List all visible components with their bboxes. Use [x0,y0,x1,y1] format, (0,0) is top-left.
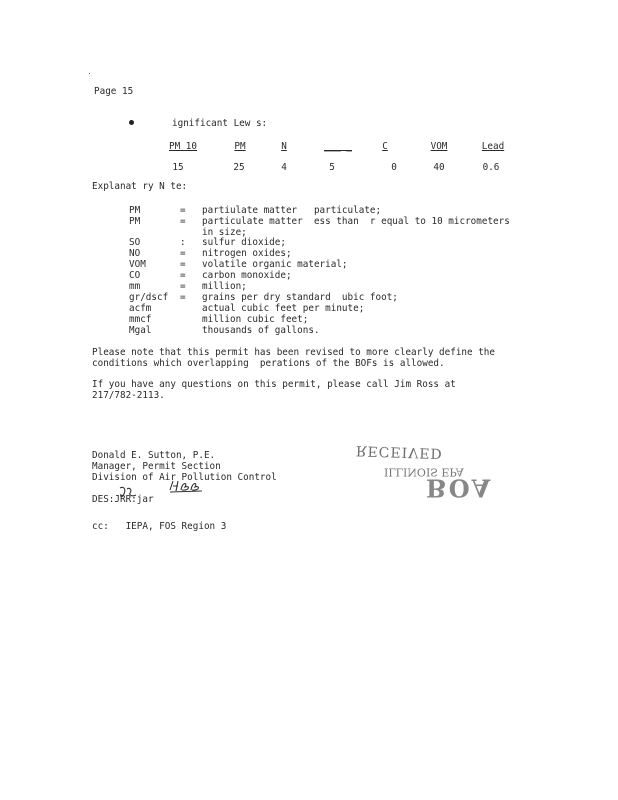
col-value: 15 [172,162,184,173]
note-def: carbon monoxide; [202,270,292,281]
note-def: particulate matter ess than r equal to 10 micrometers in size; [202,216,510,238]
col-value: 25 [233,162,245,173]
note-abbr: PM [129,216,141,227]
note-eq: = [180,205,186,216]
note-def: partiulate matter particulate; [202,205,382,216]
note-def: sulfur dioxide; [202,237,286,248]
note-def: actual cubic feet per minute; [202,303,365,314]
col-value: 0 [391,162,397,173]
col-header: N [281,141,287,152]
note-eq: : [180,237,186,248]
note-abbr: mmcf [129,314,152,325]
scan-speck [89,73,90,74]
page-number: Page 15 [94,86,134,97]
stamp-line-2: ILLINOIS EPA [384,465,464,479]
contact-note-line2: 217/782-2113. [92,390,165,401]
bullet-icon [129,120,134,125]
note-def: nitrogen oxides; [202,248,292,259]
note-eq: = [180,216,186,227]
received-stamp [348,442,518,516]
signer-name: Donald E. Sutton, P.E. [92,450,216,461]
signer-title: Manager, Permit Section [92,461,221,472]
note-def: grains per dry standard ubic foot; [202,292,398,303]
stamp-line-3: BOA [426,473,493,503]
stamp-line-1: RECEIVED [355,442,444,462]
note-eq: = [180,259,186,270]
col-header: VOM [430,141,448,152]
handwritten-initials-2 [168,478,204,494]
col-value: 40 [433,162,445,173]
signer-division: Division of Air Pollution Control [92,472,277,483]
note-eq: = [180,248,186,259]
note-abbr: VOM [129,259,146,270]
contact-note-line1: If you have any questions on this permit, please call Jim Ross at [92,379,456,390]
note-def: volatile organic material; [202,259,348,270]
notes-title: Explanat ry N te: [92,181,188,192]
note-abbr: Mgal [129,325,152,336]
levels-title: ignificant Lew s: [172,118,268,129]
col-header: Lead [481,141,505,152]
col-header: C [382,141,388,152]
col-value: 4 [281,162,287,173]
note-abbr: CO [129,270,141,281]
note-def: thousands of gallons. [202,325,320,336]
typist-initials: DES:JRR:jar [92,494,154,505]
note-def: million cubic feet; [202,314,309,325]
note-abbr: PM [129,205,141,216]
col-header: ___ _ [324,141,352,152]
note-eq: = [180,281,186,292]
col-header: PM 10 [169,141,197,152]
note-abbr: mm [129,281,141,292]
col-header: PM [234,141,246,152]
note-def: million; [202,281,247,292]
note-abbr: acfm [129,303,152,314]
cc-line: cc: IEPA, FOS Region 3 [92,521,227,532]
note-eq: = [180,292,186,303]
note-eq: = [180,270,186,281]
note-abbr: SO [129,237,141,248]
revision-note-line2: conditions which overlapping perations of the BOFs is allowed. [92,358,445,369]
col-value: 5 [329,162,335,173]
col-value: 0.6 [482,162,500,173]
note-abbr: gr/dscf [129,292,169,303]
revision-note-line1: Please note that this permit has been revised to more clearly define the [92,347,495,358]
note-abbr: NO [129,248,141,259]
